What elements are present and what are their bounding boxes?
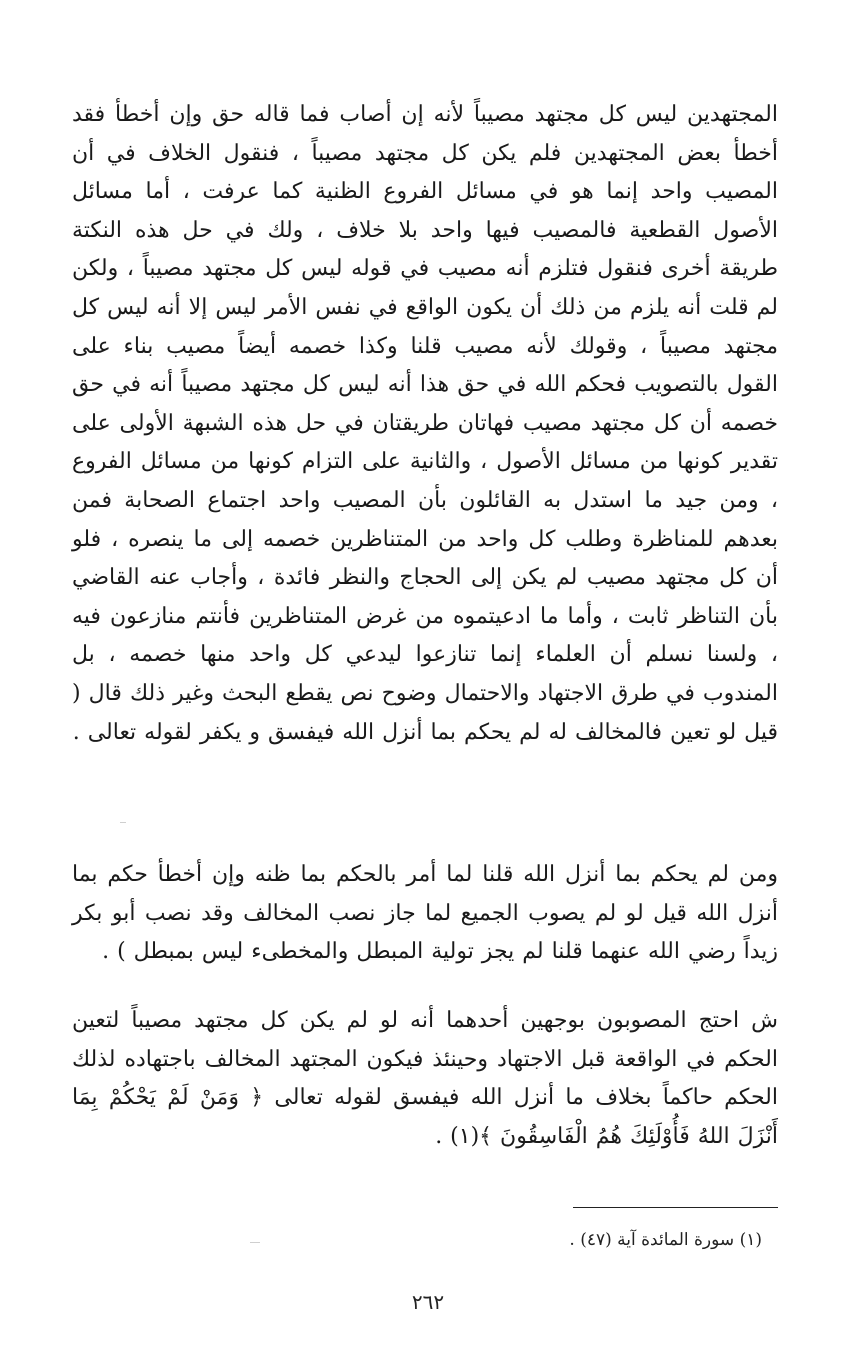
main-paragraph-2 — [72, 856, 778, 972]
paragraph-text: ش احتج المصوبون بوجهين أحدهما أنه لو لم يكن كل مجتهد مصيباً لتعين الحكم في الواقعة قبل الاجتهاد وحينئذ فيكون المجتهد المخالف باجتهاده لذلك الحكم حاكماً بخلاف ما أنزل الله فيفسق لقوله تعالى ﴿ وَمَنْ لَمْ يَحْكُمْ بِمَا أَنْزَلَ اللهُ فَأُوْلَئِكَ هُمُ الْفَاسِقُونَ ﴾(١) . — [72, 1008, 778, 1149]
footnote-divider — [573, 1207, 778, 1208]
scan-speck — [250, 1242, 260, 1243]
main-paragraph-1 — [72, 96, 778, 752]
paragraph-text: ومن لم يحكم بما أنزل الله قلنا لما أمر بالحكم بما ظنه وإن أخطأ حكم بما أنزل الله قيل لو لم يصوب الجميع لما جاز نصب المخالف وقد نصب أبو بكر زيداً رضي الله عنهما قلنا لم يجز تولية المبطل والمخطىء ليس بمبطل ) . — [72, 862, 778, 965]
scan-speck — [120, 822, 126, 823]
page-number: ٢٦٢ — [411, 1290, 445, 1314]
main-paragraph-3 — [72, 1002, 778, 1156]
footnote: (١) سورة المائدة آية (٤٧) . — [569, 1230, 762, 1250]
paragraph-text: المجتهدين ليس كل مجتهد مصيباً لأنه إن أصاب فما قاله حق وإن أخطأ فقد أخطأ بعض المجتهدين فلم يكن كل مجتهد مصيباً ، فنقول الخلاف في أن المصيب واحد إنما هو في مسائل الفروع الظنية كما عرفت ، أما مسائل الأصول القطعية فالمصيب فيها واحد بلا خلاف ، ولك في حل هذه النكتة طريقة أخرى فنقول فتلزم أنه مصيب في قوله ليس كل مجتهد مصيباً ، ولكن لم قلت أنه يلزم من ذلك أن يكون الواقع في نفس الأمر ليس إلا أنه ليس كل مجتهد مصيباً ، وقولك لأنه مصيب قلنا وكذا خصمه أيضاً مصيب بناء على القول بالتصويب فحكم الله في حق هذا أنه ليس كل مجتهد مصيباً أنه في حق خصمه أن كل مجتهد مصيب فهاتان طريقتان في حل هذه الشبهة الأولى على تقدير كونها من مسائل الأصول ، والثانية على التزام كونها من مسائل الفروع ، ومن جيد ما استدل به القائلون بأن المصيب واحد اجتماع الصحابة فمن بعدهم للمناظرة وطلب كل واحد من المتناظرين خصمه إلى ما ينصره ، فلو أن كل مجتهد مصيب لم يكن إلى الحجاج والنظر فائدة ، وأجاب عنه القاضي بأن التناظر ثابت ، وأما ما ادعيتموه من غرض المتناظرين فأنتم منازعون فيه ، ولسنا نسلم أن العلماء إنما تنازعوا ليدعي كل واحد منها خصمه ، بل المندوب في طرق الاجتهاد والاحتمال وضوح نص يقطع البحث وغير ذلك قال ( قيل لو تعين فالمخالف له لم يحكم بما أنزل الله فيفسق و يكفر لقوله تعالى . — [72, 102, 778, 745]
